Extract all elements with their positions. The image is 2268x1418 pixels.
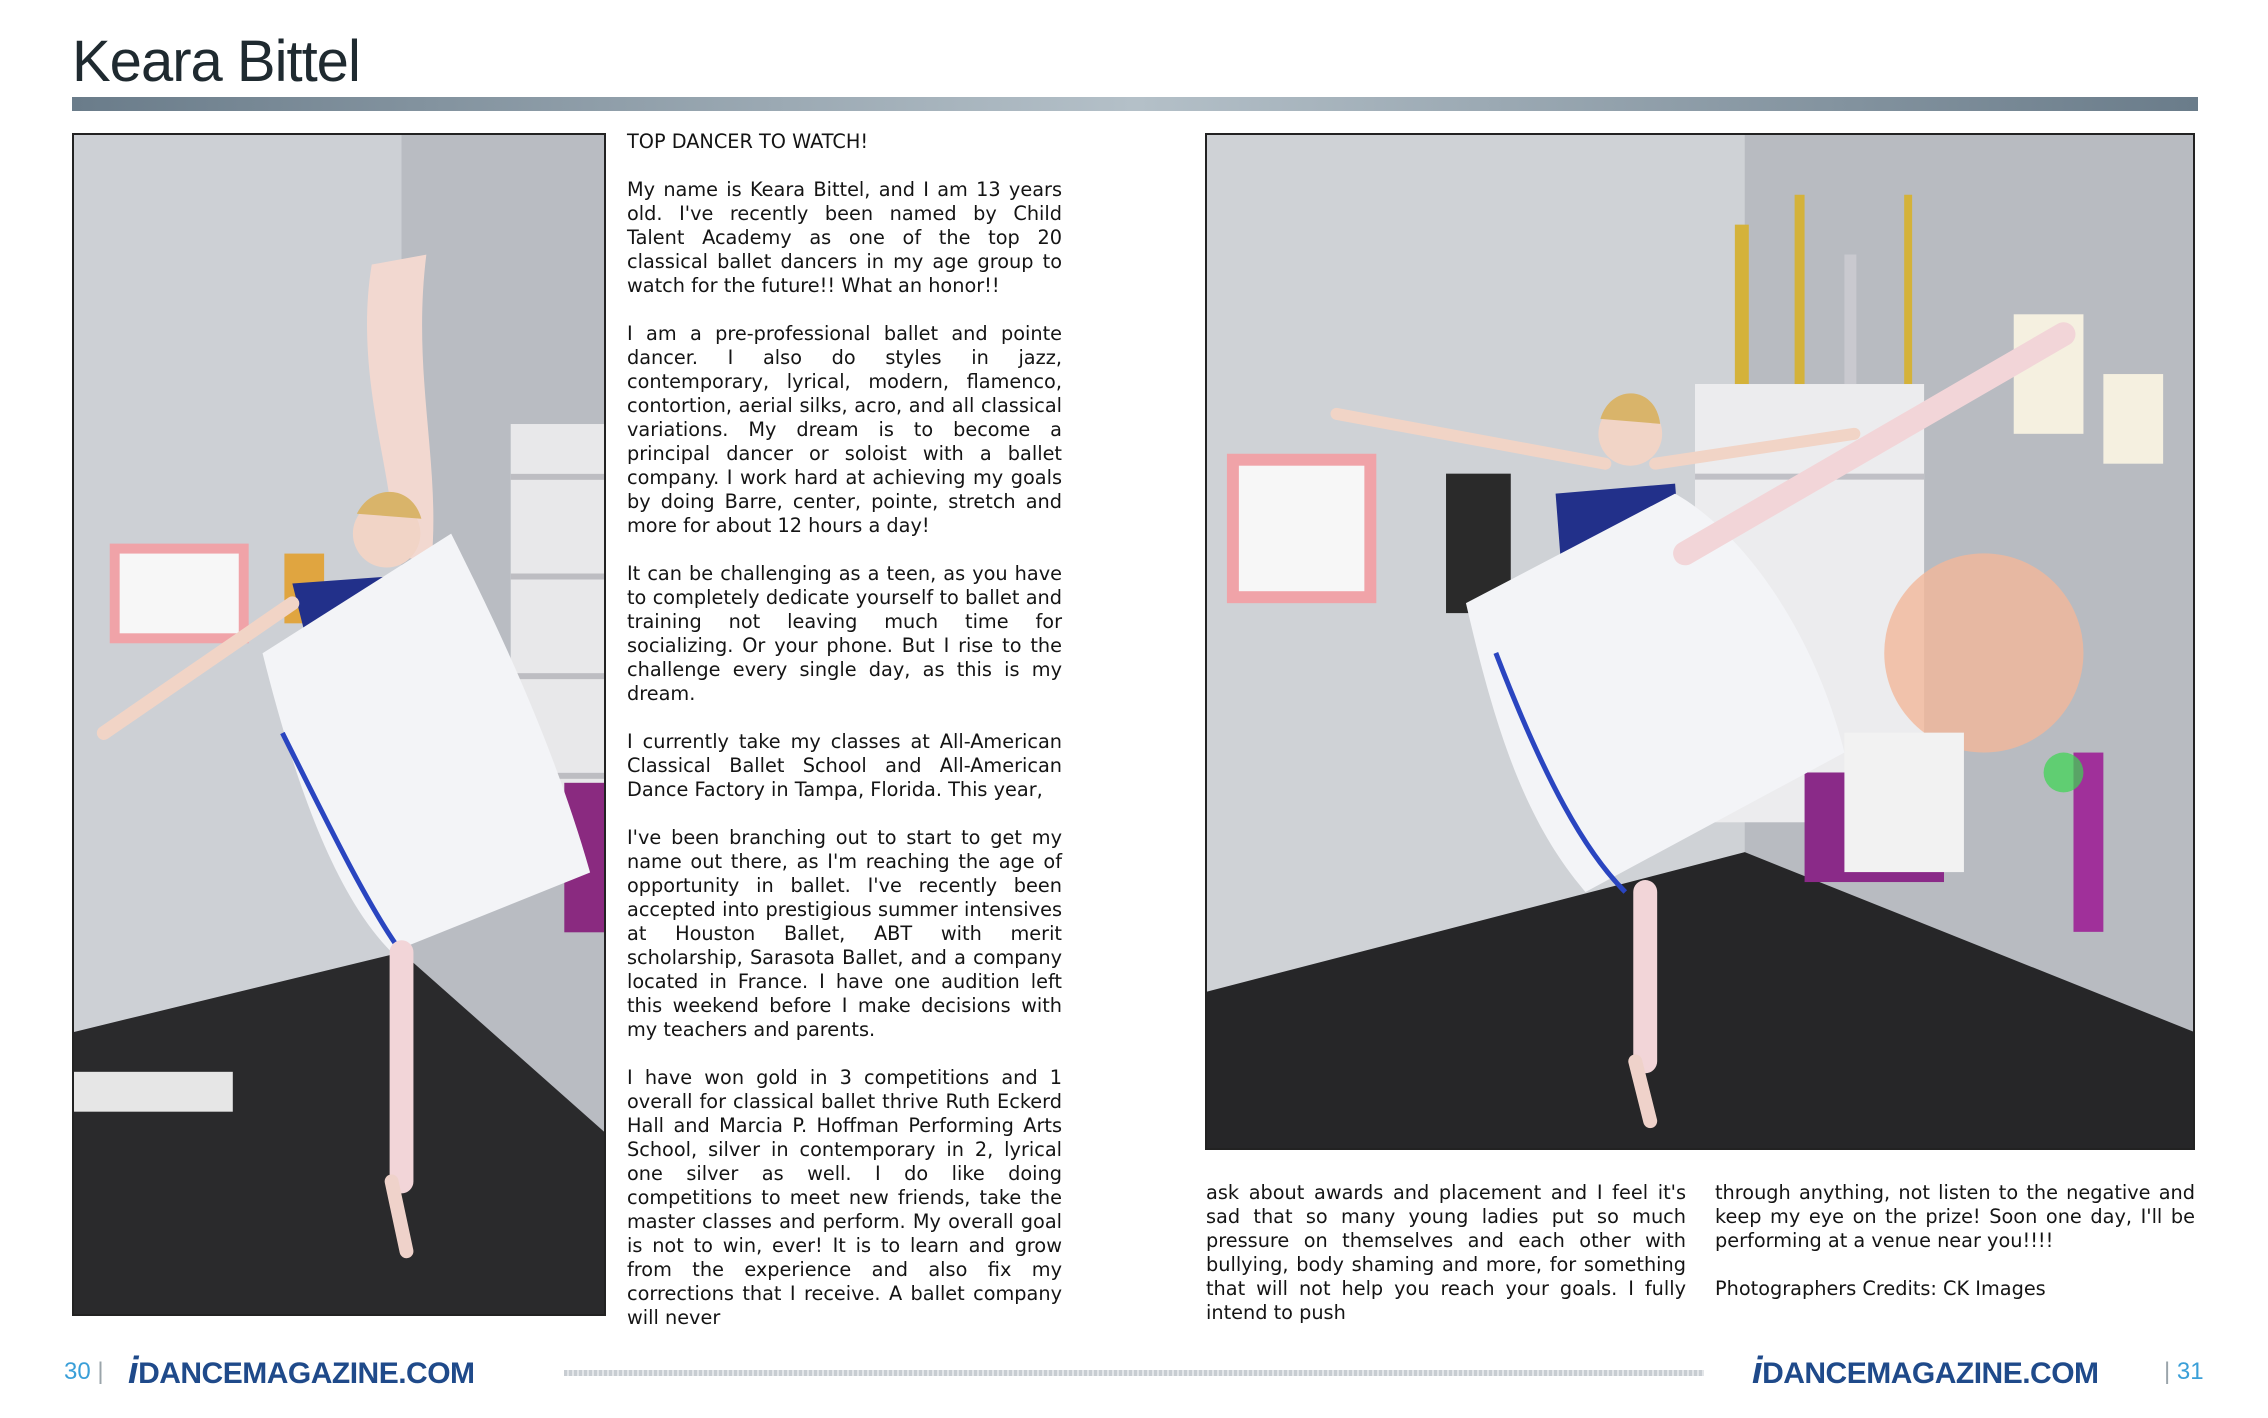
title-divider-bar bbox=[72, 97, 2198, 111]
page-number-separator: | bbox=[2164, 1358, 2171, 1385]
page-title: Keara Bittel bbox=[72, 29, 360, 94]
page-number-value: 30 bbox=[64, 1358, 91, 1385]
page-number-right bbox=[2164, 1358, 2204, 1386]
page-number-value: 31 bbox=[2176, 1358, 2204, 1385]
article-heading: TOP DANCER TO WATCH! bbox=[627, 130, 869, 153]
article-paragraph: It can be challenging as a teen, as you have to completely dedicate yourself to ballet and training not leaving much time for socializing. Or your phone. But I rise to the challenge every single day, as this is my dream. bbox=[627, 562, 1062, 705]
article-column-right-1 bbox=[1206, 1181, 1686, 1325]
logo-i: i bbox=[1752, 1350, 1763, 1392]
dancer-photo-right bbox=[1205, 133, 2195, 1150]
footer-rule-left bbox=[564, 1370, 1134, 1376]
article-column-left bbox=[627, 130, 1062, 1330]
logo-dance: DANCE bbox=[1762, 1357, 1867, 1390]
idance-logo-left bbox=[128, 1350, 475, 1393]
article-paragraph: through anything, not listen to the negative and keep my eye on the prize! Soon one day, I'll be performing at a venue near you!!!! bbox=[1715, 1181, 2195, 1252]
logo-i: i bbox=[128, 1350, 139, 1392]
page-number-separator: | bbox=[97, 1358, 104, 1385]
article-paragraph: I am a pre-professional ballet and pointe dancer. I also do styles in jazz, contemporary, lyrical, modern, flamenco, contortion, aerial silks, acro, and all classical variations. My dream is to become a principal dancer or soloist with a ballet company. I work hard at achieving my goals by doing Barre, center, pointe, stretch and more for about 12 hours a day! bbox=[627, 322, 1062, 537]
logo-magazine: MAGAZINE.COM bbox=[242, 1357, 475, 1390]
article-paragraph: I currently take my classes at All-American Classical Ballet School and All-American Dance Factory in Tampa, Florida. This year, bbox=[627, 730, 1062, 801]
photo-credits: Photographers Credits: CK Images bbox=[1715, 1277, 2046, 1300]
dancer-photo-left-graphic bbox=[74, 135, 604, 1314]
footer-rule-right bbox=[1134, 1370, 1704, 1376]
logo-magazine: MAGAZINE.COM bbox=[1866, 1357, 2099, 1390]
article-paragraph: I've been branching out to start to get my name out there, as I'm reaching the age of opportunity in ballet. I've recently been accepted into prestigious summer intensives at Houston Ballet, ABT with merit scholarship, Sarasota Ballet, and a company located in France. I have one audition left this weekend before I make decisions with my teachers and parents. bbox=[627, 826, 1062, 1041]
page-number-left bbox=[64, 1358, 104, 1386]
article-paragraph: I have won gold in 3 competitions and 1 overall for classical ballet thrive Ruth Eckerd Hall and Marcia P. Hoffman Performing Arts School, silver in contemporary in 2, lyrical one silver as well. I do like doing competitions to meet new friends, take the master classes and perform. My overall goal is not to win, ever! It is to learn and grow from the experience and also fix my corrections that I receive. A ballet company will never bbox=[627, 1066, 1062, 1329]
logo-dance: DANCE bbox=[138, 1357, 243, 1390]
article-paragraph: My name is Keara Bittel, and I am 13 years old. I've recently been named by Child Talent Academy as one of the top 20 classical ballet dancers in my age group to watch for the future!! What an honor!! bbox=[627, 178, 1062, 297]
article-paragraph: ask about awards and placement and I feel it's sad that so many young ladies put so much pressure on themselves and each other with bullying, body shaming and more, for something that will not help you reach your goals. I fully intend to push bbox=[1206, 1181, 1686, 1324]
dancer-photo-left bbox=[72, 133, 606, 1316]
dancer-photo-right-graphic bbox=[1207, 135, 2193, 1148]
article-column-right-2 bbox=[1715, 1181, 2195, 1301]
idance-logo-right bbox=[1752, 1350, 2099, 1393]
